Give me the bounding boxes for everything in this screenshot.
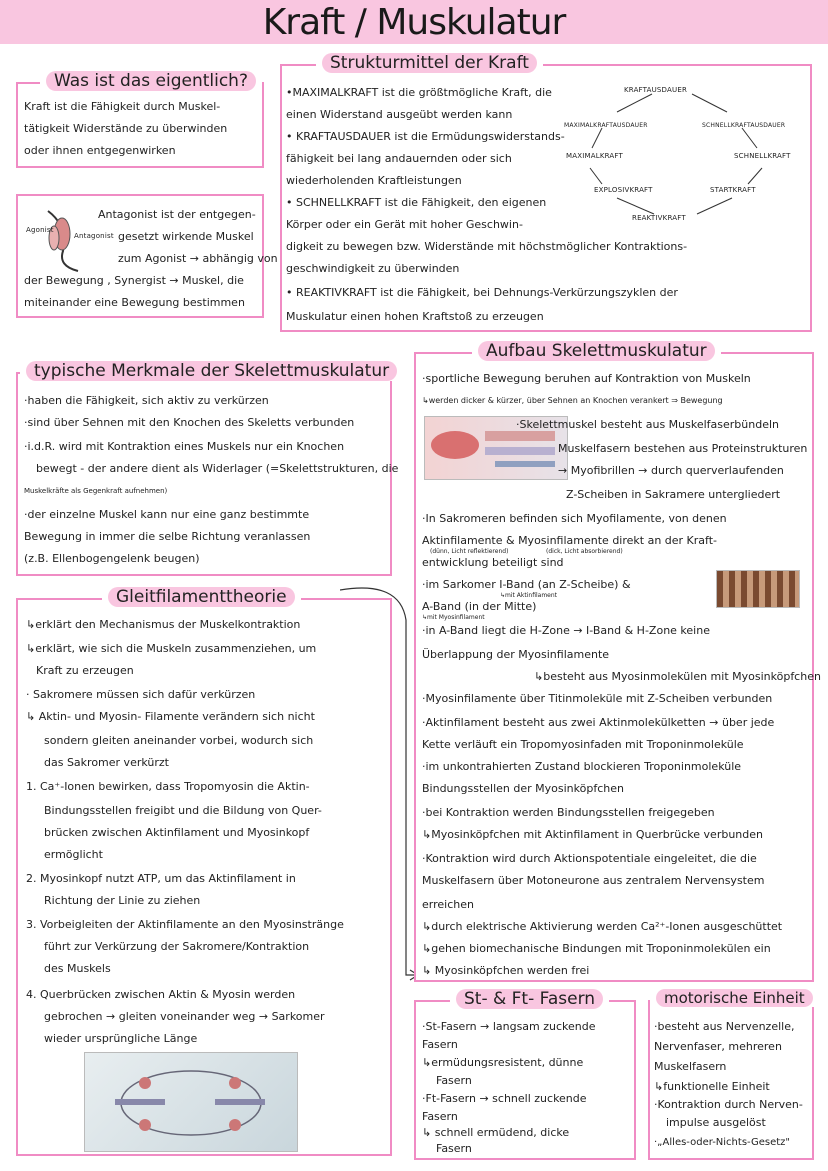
gleit-line: 1. Ca⁺-Ionen bewirken, dass Tropomyosin die Aktin- (26, 780, 310, 793)
motor-line: ·Kontraktion durch Nerven- (654, 1098, 803, 1111)
aufbau-line: ↳Myosinköpfchen mit Aktinfilament in Querbrücke verbunden (422, 828, 763, 841)
stft-line: ·St-Fasern → langsam zuckende (422, 1020, 596, 1033)
aufbau-line: ·Myosinfilamente über Titinmoleküle mit Z-Scheiben verbunden (422, 692, 773, 705)
antagonist-line: miteinander eine Bewegung bestimmen (24, 296, 245, 309)
aufbau-line: Z-Scheiben in Sakramere untergliedert (566, 488, 781, 501)
motor-heading: motorische Einheit (650, 989, 819, 1007)
aufbau-line: A-Band (in der Mitte) (422, 600, 537, 613)
antagonist-line: Antagonist ist der entgegen- (98, 208, 256, 221)
aufbau-line: erreichen (422, 898, 474, 911)
was-ist-line: oder ihnen entgegenwirken (24, 144, 176, 157)
diagram-right-lower: STARTKRAFT (710, 186, 756, 194)
gleit-line: des Muskels (44, 962, 111, 975)
gleit-line: ↳ Aktin- und Myosin- Filamente verändern sich nicht (26, 710, 315, 723)
was-ist-heading: Was ist das eigentlich? (40, 71, 262, 91)
antagonist-label: Antagonist (74, 232, 114, 240)
gleit-line: 2. Myosinkopf nutzt ATP, um das Aktinfilament in (26, 872, 296, 885)
diagram-right-upper: SCHNELLKRAFTAUSDAUER (702, 122, 786, 129)
stft-line: Fasern (436, 1142, 472, 1155)
struktur-line: geschwindigkeit zu überwinden (286, 262, 460, 275)
gleit-box (16, 587, 392, 1156)
gleit-line: führt zur Verkürzung der Sakromere/Kontraktion (44, 940, 310, 953)
aufbau-box (414, 341, 821, 982)
motor-line: impulse ausgelöst (666, 1116, 766, 1129)
merkmale-heading: typische Merkmale der Skelettmuskulatur (20, 361, 403, 381)
stft-line: Fasern (436, 1074, 472, 1087)
aufbau-line: ·in A-Band liegt die H-Zone → I-Band & H-Zone keine (422, 624, 710, 637)
was-ist-box (16, 71, 264, 168)
stft-line: ↳ermüdungsresistent, dünne (422, 1056, 584, 1069)
struktur-line: wiederholenden Kraftleistungen (286, 174, 462, 187)
motor-box (648, 989, 814, 1160)
antagonist-line: der Bewegung , Synergist → Muskel, die (24, 274, 244, 287)
page-title: Kraft / Muskulatur (262, 2, 566, 43)
gleit-line: ↳erklärt den Mechanismus der Muskelkontraktion (26, 618, 301, 631)
gleit-line: sondern gleiten aneinander vorbei, wodurch sich (44, 734, 314, 747)
motor-line: Muskelfasern (654, 1060, 727, 1073)
gleit-line: brücken zwischen Aktinfilament und Myosinkopf (44, 826, 310, 839)
aufbau-heading: Aufbau Skelettmuskulatur (472, 341, 721, 361)
aufbau-line: Muskelfasern über Motoneurone aus zentralem Nervensystem (422, 874, 765, 887)
agonist-label: Agonist (26, 226, 54, 234)
stft-line: ↳ schnell ermüdend, dicke (422, 1126, 570, 1139)
antagonist-line: gesetzt wirkende Muskel (118, 230, 254, 243)
aufbau-line: ↳gehen biomechanische Bindungen mit Troponinmolekülen ein (422, 942, 771, 955)
aufbau-line: ·im unkontrahierten Zustand blockieren Troponinmoleküle (422, 760, 742, 773)
aufbau-small: ↳mit Aktinfilament (500, 592, 558, 599)
diagram-top: KRAFTAUSDAUER (624, 86, 688, 94)
aufbau-line: Bindungsstellen der Myosinköpfchen (422, 782, 624, 795)
aufbau-line: entwicklung beteiligt sind (422, 556, 564, 569)
stft-heading: St- & Ft- Fasern (450, 989, 609, 1009)
aufbau-small: (dünn, Licht reflektierend) (430, 548, 509, 555)
struktur-line: fähigkeit bei lang andauernden oder sich (286, 152, 512, 165)
aufbau-line: ·bei Kontraktion werden Bindungsstellen freigegeben (422, 806, 715, 819)
diagram-bottom: REAKTIVKRAFT (632, 214, 686, 222)
stft-line: Fasern (422, 1110, 458, 1123)
gleit-line: gebrochen → gleiten voneinander weg → Sarkomer (44, 1010, 325, 1023)
merkmale-line: bewegt - der andere dient als Widerlager (=Skelettstrukturen, die (36, 462, 399, 475)
gleit-line: wieder ursprüngliche Länge (44, 1032, 198, 1045)
struktur-line: Muskulatur einen hohen Kraftstoß zu erzeugen (286, 310, 544, 323)
motor-line: Nervenfaser, mehreren (654, 1040, 782, 1053)
aufbau-line: ↳ Myosinköpfchen werden frei (422, 964, 590, 977)
gleit-heading: Gleitfilamenttheorie (102, 587, 301, 607)
aufbau-line: Kette verläuft ein Tropomyosinfaden mit Troponinmoleküle (422, 738, 744, 751)
aufbau-line: ·im Sarkomer I-Band (an Z-Scheibe) & (422, 578, 631, 591)
struktur-heading: Strukturmittel der Kraft (316, 53, 543, 73)
merkmale-line: Bewegung in immer die selbe Richtung veranlassen (24, 530, 311, 543)
merkmale-line: Muskelkräfte als Gegenkraft aufnehmen) (24, 487, 168, 495)
merkmale-box (16, 361, 399, 576)
aufbau-line: ·Kontraktion wird durch Aktionspotentiale eingeleitet, die die (422, 852, 757, 865)
antagonist-line: zum Agonist → abhängig von (118, 252, 278, 265)
struktur-line: digkeit zu bewegen bzw. Widerstände mit höchstmöglicher Kontraktions- (286, 240, 688, 253)
diagram-left: MAXIMALKRAFT (566, 152, 623, 160)
merkmale-line: (z.B. Ellenbogengelenk beugen) (24, 552, 200, 565)
motor-line: ↳funktionelle Einheit (654, 1080, 770, 1093)
stft-box (414, 989, 636, 1160)
aufbau-line: Überlappung der Myosinfilamente (422, 648, 610, 661)
gleit-line: Bindungsstellen freigibt und die Bildung von Quer- (44, 804, 322, 817)
struktur-line: • KRAFTAUSDAUER ist die Ermüdungswiderstands- (286, 130, 565, 143)
antagonist-box (16, 194, 278, 318)
was-ist-line: Kraft ist die Fähigkeit durch Muskel- (24, 100, 221, 113)
aufbau-small: (dick, Licht absorbierend) (546, 548, 623, 555)
struktur-box (280, 53, 812, 332)
aufbau-line: ·In Sakromeren befinden sich Myofilamente, von denen (422, 512, 727, 525)
struktur-line: • SCHNELLKRAFT ist die Fähigkeit, den eigenen (286, 196, 547, 209)
gleit-line: · Sakromere müssen sich dafür verkürzen (26, 688, 256, 701)
aufbau-line: ↳durch elektrische Aktivierung werden Ca²⁺-Ionen ausgeschüttet (422, 920, 783, 933)
was-ist-line: tätigkeit Widerstände zu überwinden (24, 122, 228, 135)
aufbau-line: Muskelfasern bestehen aus Proteinstrukturen (558, 442, 808, 455)
struktur-line: • REAKTIVKRAFT ist die Fähigkeit, bei Dehnungs-Verkürzungszyklen der (286, 286, 678, 299)
merkmale-line: ·der einzelne Muskel kann nur eine ganz bestimmte (24, 508, 310, 521)
sarcomere-image (716, 570, 800, 608)
merkmale-line: ·haben die Fähigkeit, sich aktiv zu verkürzen (24, 394, 269, 407)
merkmale-line: ·sind über Sehnen mit den Knochen des Skeletts verbunden (24, 416, 355, 429)
diagram-left-lower: EXPLOSIVKRAFT (594, 186, 653, 194)
gleit-line: 4. Querbrücken zwischen Aktin & Myosin werden (26, 988, 296, 1001)
arm-muscle-figure (28, 206, 98, 276)
stft-line: ·Ft-Fasern → schnell zuckende (422, 1092, 587, 1105)
stft-line: Fasern (422, 1038, 458, 1051)
gleit-line: das Sakromer verkürzt (44, 756, 169, 769)
struktur-line: •MAXIMALKRAFT ist die größtmögliche Kraft, die (286, 86, 552, 99)
aufbau-line: ·Aktinfilament besteht aus zwei Aktinmolekülketten → über jede (422, 716, 775, 729)
diagram-left-upper: MAXIMALKRAFTAUSDAUER (564, 122, 648, 129)
diagram-right: SCHNELLKRAFT (734, 152, 791, 160)
aufbau-line: ↳werden dicker & kürzer, über Sehnen an Knochen verankert ⇒ Bewegung (422, 396, 723, 405)
cross-bridge-cycle-image (84, 1052, 298, 1152)
aufbau-line: Aktinfilamente & Myosinfilamente direkt an der Kraft- (422, 534, 717, 547)
aufbau-line: ↳besteht aus Myosinmolekülen mit Myosinköpfchen (534, 670, 821, 683)
gleit-line: 3. Vorbeigleiten der Aktinfilamente an den Myosinstränge (26, 918, 344, 931)
aufbau-line: ·sportliche Bewegung beruhen auf Kontraktion von Muskeln (422, 372, 751, 385)
connector-arrow (340, 580, 420, 985)
aufbau-line: → Myofibrillen → durch querverlaufenden (558, 464, 784, 477)
aufbau-small: ↳mit Myosinfilament (422, 614, 485, 621)
aufbau-line: ·Skelettmuskel besteht aus Muskelfaserbündeln (516, 418, 780, 431)
gleit-line: ↳erklärt, wie sich die Muskeln zusammenziehen, um (26, 642, 317, 655)
motor-line: ·„Alles-oder-Nichts-Gesetz" (654, 1137, 791, 1148)
gleit-line: Richtung der Linie zu ziehen (44, 894, 201, 907)
gleit-line: Kraft zu erzeugen (36, 664, 134, 677)
gleit-line: ermöglicht (44, 848, 103, 861)
struktur-line: einen Widerstand ausgeübt werden kann (286, 108, 513, 121)
struktur-line: Körper oder ein Gerät mit hoher Geschwin- (286, 218, 523, 231)
merkmale-line: ·i.d.R. wird mit Kontraktion eines Muskels nur ein Knochen (24, 440, 345, 453)
motor-line: ·besteht aus Nervenzelle, (654, 1020, 795, 1033)
